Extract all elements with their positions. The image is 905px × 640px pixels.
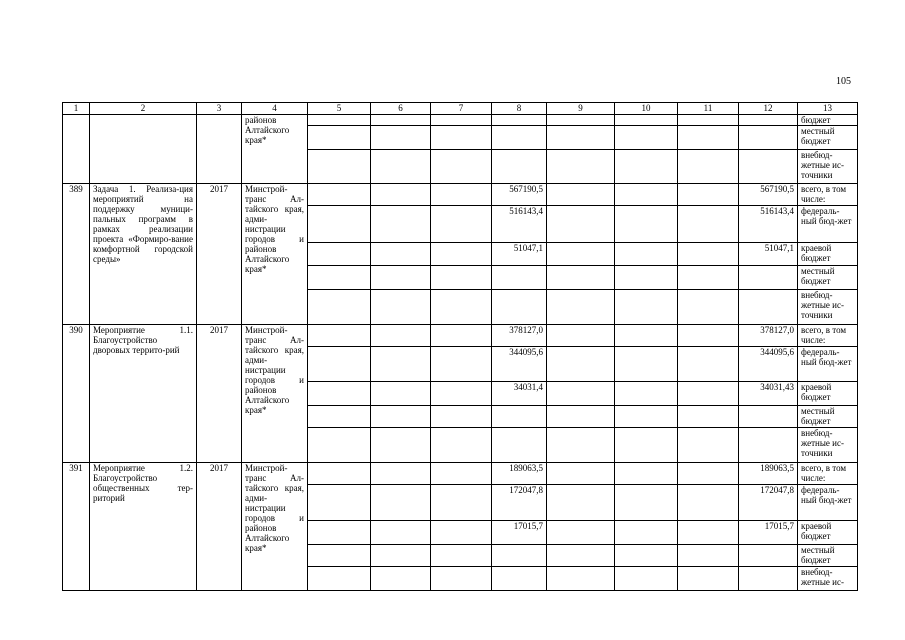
empty-cell bbox=[431, 126, 492, 150]
funding-source-cell: местный бюджет bbox=[798, 545, 858, 567]
empty-cell bbox=[615, 382, 678, 406]
empty-cell bbox=[371, 325, 431, 347]
empty-cell bbox=[492, 126, 547, 150]
empty-cell bbox=[371, 206, 431, 243]
empty-cell bbox=[431, 567, 492, 591]
empty-cell bbox=[547, 126, 615, 150]
amount-col12: 344095,6 bbox=[739, 347, 798, 382]
amount-col8: 17015,7 bbox=[492, 521, 547, 545]
empty-cell bbox=[615, 126, 678, 150]
empty-cell bbox=[431, 347, 492, 382]
amount-col8: 172047,8 bbox=[492, 485, 547, 521]
empty-cell bbox=[431, 325, 492, 347]
empty-cell bbox=[547, 184, 615, 206]
header-cell: 1 bbox=[63, 103, 90, 115]
empty-cell bbox=[615, 406, 678, 428]
empty-cell bbox=[308, 521, 371, 545]
empty-cell bbox=[371, 347, 431, 382]
empty-cell bbox=[547, 325, 615, 347]
row-number: 389 bbox=[63, 184, 90, 325]
empty-cell bbox=[678, 266, 739, 290]
table-row bbox=[63, 325, 858, 347]
funding-source-cell: местный бюджет bbox=[798, 266, 858, 290]
empty-cell bbox=[431, 545, 492, 567]
header-cell: 2 bbox=[90, 103, 197, 115]
empty-cell bbox=[308, 290, 371, 325]
header-row bbox=[63, 103, 858, 115]
empty-cell bbox=[308, 406, 371, 428]
empty-cell bbox=[371, 428, 431, 463]
empty-cell bbox=[547, 290, 615, 325]
budget-table bbox=[62, 102, 858, 591]
empty-cell bbox=[547, 206, 615, 243]
empty-cell bbox=[371, 150, 431, 184]
empty-cell bbox=[371, 406, 431, 428]
year-cell: 2017 bbox=[197, 184, 242, 325]
empty-cell bbox=[431, 115, 492, 126]
amount-col8: 516143,4 bbox=[492, 206, 547, 243]
funding-source-cell: краевой бюджет bbox=[798, 382, 858, 406]
empty-cell bbox=[678, 325, 739, 347]
empty-cell bbox=[678, 243, 739, 266]
year-cell: 2017 bbox=[197, 463, 242, 591]
empty-cell bbox=[547, 243, 615, 266]
empty-cell bbox=[678, 485, 739, 521]
empty-cell bbox=[431, 266, 492, 290]
amount-col12: 567190,5 bbox=[739, 184, 798, 206]
amount-col12 bbox=[739, 545, 798, 567]
empty-cell bbox=[615, 243, 678, 266]
empty-cell bbox=[547, 521, 615, 545]
executor-cell: Минстрой-транс Ал-тайского края, адми-нистрации городов и районов Алтайского края* bbox=[242, 325, 308, 463]
executor-cell: Минстрой-транс Ал-тайского края, адми-нистрации городов и районов Алтайского края* bbox=[242, 463, 308, 591]
header-cell: 6 bbox=[371, 103, 431, 115]
empty-cell bbox=[308, 485, 371, 521]
empty-cell bbox=[308, 463, 371, 485]
empty-cell bbox=[678, 567, 739, 591]
header-cell: 9 bbox=[547, 103, 615, 115]
funding-source-cell: бюджет bbox=[798, 115, 858, 126]
amount-col8 bbox=[492, 545, 547, 567]
empty-cell bbox=[615, 545, 678, 567]
empty-cell bbox=[615, 347, 678, 382]
empty-cell bbox=[371, 126, 431, 150]
header-cell: 11 bbox=[678, 103, 739, 115]
empty-cell bbox=[678, 290, 739, 325]
empty-cell bbox=[615, 206, 678, 243]
empty-cell bbox=[678, 406, 739, 428]
funding-source-cell: краевой бюджет bbox=[798, 243, 858, 266]
empty-cell bbox=[547, 545, 615, 567]
empty-cell bbox=[308, 243, 371, 266]
empty-cell bbox=[547, 567, 615, 591]
empty-cell bbox=[547, 463, 615, 485]
empty-cell bbox=[547, 266, 615, 290]
empty-cell bbox=[678, 347, 739, 382]
amount-col12: 172047,8 bbox=[739, 485, 798, 521]
empty-cell bbox=[615, 521, 678, 545]
amount-col12: 189063,5 bbox=[739, 463, 798, 485]
row-number: 390 bbox=[63, 325, 90, 463]
empty-cell bbox=[308, 545, 371, 567]
empty-cell bbox=[308, 347, 371, 382]
funding-source-cell: внебюд-жетные ис-точники bbox=[798, 290, 858, 325]
amount-col8 bbox=[492, 428, 547, 463]
empty-cell bbox=[615, 485, 678, 521]
empty-cell bbox=[678, 150, 739, 184]
empty-cell bbox=[308, 150, 371, 184]
empty-cell bbox=[547, 382, 615, 406]
empty-cell bbox=[615, 115, 678, 126]
empty-cell bbox=[371, 184, 431, 206]
empty-cell bbox=[492, 115, 547, 126]
empty-cell bbox=[308, 325, 371, 347]
amount-col8: 189063,5 bbox=[492, 463, 547, 485]
table-cell bbox=[63, 115, 90, 184]
year-cell: 2017 bbox=[197, 325, 242, 463]
amount-col8: 344095,6 bbox=[492, 347, 547, 382]
empty-cell bbox=[308, 567, 371, 591]
empty-cell bbox=[678, 382, 739, 406]
table-row bbox=[63, 463, 858, 485]
amount-col8 bbox=[492, 406, 547, 428]
empty-cell bbox=[615, 184, 678, 206]
empty-cell bbox=[547, 485, 615, 521]
header-cell: 12 bbox=[739, 103, 798, 115]
funding-source-cell: всего, в том числе: bbox=[798, 184, 858, 206]
header-cell: 4 bbox=[242, 103, 308, 115]
empty-cell bbox=[371, 243, 431, 266]
amount-col12: 378127,0 bbox=[739, 325, 798, 347]
empty-cell bbox=[615, 325, 678, 347]
empty-cell bbox=[678, 184, 739, 206]
amount-col12 bbox=[739, 266, 798, 290]
empty-cell bbox=[371, 382, 431, 406]
empty-cell bbox=[678, 115, 739, 126]
empty-cell bbox=[431, 243, 492, 266]
empty-cell bbox=[431, 290, 492, 325]
empty-cell bbox=[492, 150, 547, 184]
funding-source-cell: внебюд-жетные ис-точники bbox=[798, 150, 858, 184]
empty-cell bbox=[308, 184, 371, 206]
page-number: 105 bbox=[836, 76, 851, 87]
empty-cell bbox=[431, 206, 492, 243]
empty-cell bbox=[431, 406, 492, 428]
funding-source-cell: федераль-ный бюд-жет bbox=[798, 347, 858, 382]
row-number: 391 bbox=[63, 463, 90, 591]
empty-cell bbox=[431, 428, 492, 463]
amount-col12 bbox=[739, 428, 798, 463]
amount-col12: 516143,4 bbox=[739, 206, 798, 243]
empty-cell bbox=[547, 347, 615, 382]
table-row bbox=[63, 115, 858, 126]
empty-cell bbox=[308, 206, 371, 243]
funding-source-cell: краевой бюджет bbox=[798, 521, 858, 545]
amount-col12 bbox=[739, 290, 798, 325]
amount-col8: 34031,4 bbox=[492, 382, 547, 406]
empty-cell bbox=[678, 521, 739, 545]
executor-cell: районов Алтайского края* bbox=[242, 115, 308, 184]
empty-cell bbox=[308, 382, 371, 406]
measure-name: Мероприятие 1.1. Благоустройство дворовых террито-рий bbox=[90, 325, 197, 463]
header-cell: 5 bbox=[308, 103, 371, 115]
empty-cell bbox=[308, 115, 371, 126]
empty-cell bbox=[308, 266, 371, 290]
empty-cell bbox=[547, 115, 615, 126]
amount-col12: 34031,43 bbox=[739, 382, 798, 406]
empty-cell bbox=[739, 150, 798, 184]
empty-cell bbox=[371, 485, 431, 521]
funding-source-cell: внебюд-жетные ис-точники bbox=[798, 428, 858, 463]
empty-cell bbox=[615, 428, 678, 463]
header-cell: 13 bbox=[798, 103, 858, 115]
empty-cell bbox=[431, 150, 492, 184]
table-cell bbox=[197, 115, 242, 184]
header-cell: 7 bbox=[431, 103, 492, 115]
empty-cell bbox=[371, 545, 431, 567]
funding-source-cell: федераль-ный бюд-жет bbox=[798, 206, 858, 243]
funding-source-cell: внебюд-жетные ис- bbox=[798, 567, 858, 591]
header-cell: 10 bbox=[615, 103, 678, 115]
empty-cell bbox=[371, 115, 431, 126]
measure-name: Мероприятие 1.2. Благоустройство общественных тер-риторий bbox=[90, 463, 197, 591]
amount-col12: 17015,7 bbox=[739, 521, 798, 545]
table-cell bbox=[90, 115, 197, 184]
empty-cell bbox=[615, 290, 678, 325]
header-cell: 3 bbox=[197, 103, 242, 115]
empty-cell bbox=[678, 428, 739, 463]
empty-cell bbox=[739, 115, 798, 126]
executor-cell: Минстрой-транс Ал-тайского края, адми-нистрации городов и районов Алтайского края* bbox=[242, 184, 308, 325]
empty-cell bbox=[431, 382, 492, 406]
empty-cell bbox=[431, 184, 492, 206]
empty-cell bbox=[678, 206, 739, 243]
empty-cell bbox=[371, 567, 431, 591]
empty-cell bbox=[615, 567, 678, 591]
amount-col8 bbox=[492, 266, 547, 290]
amount-col12: 51047,1 bbox=[739, 243, 798, 266]
empty-cell bbox=[547, 406, 615, 428]
amount-col8: 378127,0 bbox=[492, 325, 547, 347]
funding-source-cell: федераль-ный бюд-жет bbox=[798, 485, 858, 521]
empty-cell bbox=[547, 150, 615, 184]
funding-source-cell: всего, в том числе: bbox=[798, 463, 858, 485]
amount-col8 bbox=[492, 567, 547, 591]
empty-cell bbox=[371, 521, 431, 545]
funding-source-cell: местный бюджет bbox=[798, 406, 858, 428]
funding-source-cell: местный бюджет bbox=[798, 126, 858, 150]
empty-cell bbox=[739, 126, 798, 150]
empty-cell bbox=[431, 521, 492, 545]
funding-source-cell: всего, в том числе: bbox=[798, 325, 858, 347]
amount-col8 bbox=[492, 290, 547, 325]
empty-cell bbox=[547, 428, 615, 463]
empty-cell bbox=[431, 463, 492, 485]
empty-cell bbox=[371, 463, 431, 485]
empty-cell bbox=[308, 126, 371, 150]
empty-cell bbox=[615, 266, 678, 290]
empty-cell bbox=[615, 150, 678, 184]
measure-name: Задача 1. Реализа-ция мероприятий на поддержку муници-пальных программ в рамках реализации проекта «Формиро-вание комфортной городской среды» bbox=[90, 184, 197, 325]
empty-cell bbox=[615, 463, 678, 485]
empty-cell bbox=[678, 463, 739, 485]
table-row bbox=[63, 184, 858, 206]
empty-cell bbox=[371, 266, 431, 290]
empty-cell bbox=[678, 126, 739, 150]
empty-cell bbox=[431, 485, 492, 521]
amount-col12 bbox=[739, 567, 798, 591]
header-cell: 8 bbox=[492, 103, 547, 115]
empty-cell bbox=[308, 428, 371, 463]
empty-cell bbox=[678, 545, 739, 567]
amount-col8: 567190,5 bbox=[492, 184, 547, 206]
empty-cell bbox=[371, 290, 431, 325]
amount-col8: 51047,1 bbox=[492, 243, 547, 266]
amount-col12 bbox=[739, 406, 798, 428]
